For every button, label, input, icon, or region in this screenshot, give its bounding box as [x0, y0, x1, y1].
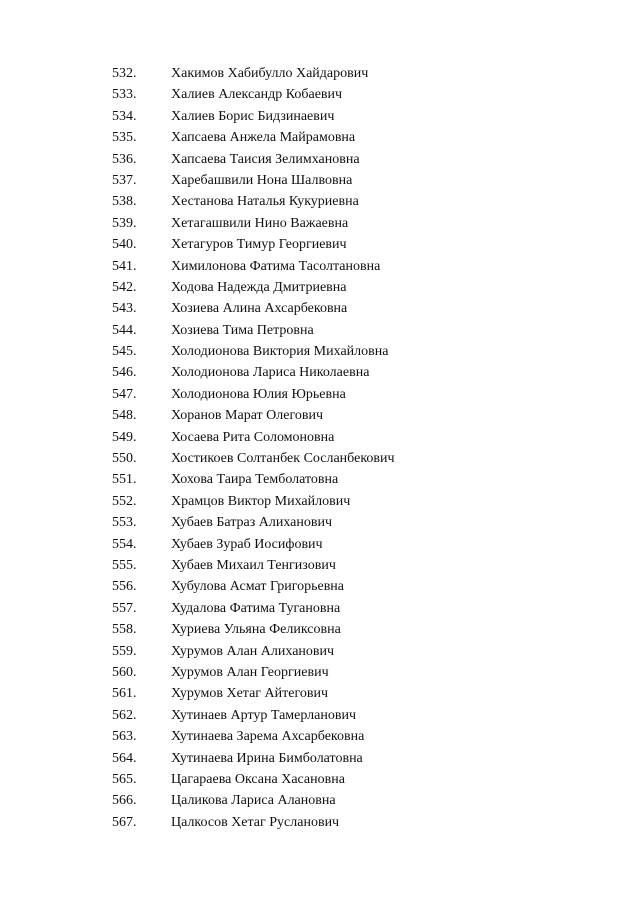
- entry-full-name: Холодионова Юлия Юрьевна: [171, 386, 346, 402]
- entry-full-name: Хуриева Ульяна Феликсовна: [171, 622, 341, 638]
- entry-number: 549.: [112, 429, 137, 445]
- entry-number: 560.: [112, 664, 137, 680]
- list-item: [0, 448, 640, 469]
- list-item: [0, 726, 640, 747]
- list-item: [0, 534, 640, 555]
- entry-full-name: Хостикоев Солтанбек Сосланбекович: [171, 451, 395, 467]
- list-item: [0, 277, 640, 298]
- entry-number: 540.: [112, 237, 137, 253]
- entry-full-name: Хоранов Марат Олегович: [171, 408, 324, 424]
- entry-number: 545.: [112, 344, 137, 360]
- entry-number: 564.: [112, 750, 137, 766]
- entry-full-name: Холодионова Лариса Николаевна: [171, 365, 370, 381]
- list-item: [0, 512, 640, 533]
- entry-number: 532.: [112, 66, 137, 81]
- entry-full-name: Хетагуров Тимур Георгиевич: [171, 237, 347, 253]
- entry-full-name: Хакимов Хабибулло Хайдарович: [171, 66, 369, 81]
- list-item: [0, 341, 640, 362]
- entry-full-name: Хетагашвили Нино Важаевна: [171, 215, 349, 231]
- list-item: [0, 127, 640, 148]
- list-item: [0, 191, 640, 212]
- entry-number: 557.: [112, 600, 137, 616]
- entry-full-name: Хутинаева Ирина Бимболатовна: [171, 750, 363, 766]
- list-item: [0, 769, 640, 790]
- entry-number: 563.: [112, 729, 137, 745]
- list-item: [0, 170, 640, 191]
- entry-full-name: Хестанова Наталья Кукуриевна: [171, 194, 359, 210]
- entry-number: 552.: [112, 493, 137, 509]
- list-item: [0, 84, 640, 105]
- entry-full-name: Хубулова Асмат Григорьевна: [171, 579, 345, 595]
- entry-full-name: Хапсаева Таисия Зелимхановна: [171, 151, 360, 167]
- list-item: [0, 662, 640, 683]
- entry-full-name: Халиев Александр Кобаевич: [171, 87, 343, 103]
- entry-full-name: Храмцов Виктор Михайлович: [171, 493, 351, 509]
- entry-number: 535.: [112, 130, 137, 146]
- entry-full-name: Хурумов Хетаг Айтегович: [171, 686, 329, 702]
- list-item: [0, 213, 640, 234]
- list-item: [0, 427, 640, 448]
- entry-number: 547.: [112, 386, 137, 402]
- list-item: [0, 405, 640, 426]
- entry-full-name: Харебашвили Нона Шалвовна: [171, 172, 353, 188]
- list-item: [0, 256, 640, 277]
- entry-number: 553.: [112, 515, 137, 531]
- entry-full-name: Ходова Надежда Дмитриевна: [171, 279, 347, 295]
- list-item: [0, 298, 640, 319]
- entry-number: 538.: [112, 194, 137, 210]
- entry-number: 559.: [112, 643, 137, 659]
- entry-number: 556.: [112, 579, 137, 595]
- list-item: [0, 705, 640, 726]
- entry-number: 567.: [112, 814, 137, 830]
- entry-number: 548.: [112, 408, 137, 424]
- entry-number: 546.: [112, 365, 137, 381]
- entry-number: 533.: [112, 87, 137, 103]
- entry-number: 544.: [112, 322, 137, 338]
- entry-full-name: Цагараева Оксана Хасановна: [171, 771, 345, 787]
- list-item: [0, 812, 640, 833]
- name-list: [0, 63, 640, 833]
- entry-full-name: Худалова Фатима Тугановна: [171, 600, 341, 616]
- entry-number: 550.: [112, 451, 137, 467]
- entry-number: 534.: [112, 108, 137, 124]
- list-item: [0, 576, 640, 597]
- entry-full-name: Халиев Борис Бидзинаевич: [171, 108, 335, 124]
- entry-number: 561.: [112, 686, 137, 702]
- list-item: [0, 491, 640, 512]
- entry-number: 562.: [112, 707, 137, 723]
- list-item: [0, 320, 640, 341]
- entry-full-name: Хурумов Алан Георгиевич: [171, 664, 329, 680]
- list-item: [0, 619, 640, 640]
- list-item: [0, 63, 640, 84]
- entry-full-name: Хохова Таира Темболатовна: [171, 472, 339, 488]
- entry-full-name: Хозиева Алина Ахсарбековна: [171, 301, 348, 317]
- entry-number: 542.: [112, 279, 137, 295]
- entry-full-name: Хубаев Зураб Иосифович: [171, 536, 323, 552]
- list-item: [0, 106, 640, 127]
- list-item: [0, 683, 640, 704]
- entry-full-name: Холодионова Виктория Михайловна: [171, 344, 389, 360]
- entry-full-name: Хубаев Михаил Тенгизович: [171, 557, 336, 573]
- entry-full-name: Хурумов Алан Алиханович: [171, 643, 335, 659]
- list-item: [0, 234, 640, 255]
- entry-number: 551.: [112, 472, 137, 488]
- list-item: [0, 384, 640, 405]
- list-item: [0, 555, 640, 576]
- entry-full-name: Хутинаев Артур Тамерланович: [171, 707, 357, 723]
- entry-full-name: Хозиева Тима Петровна: [171, 322, 314, 338]
- list-item: [0, 641, 640, 662]
- entry-number: 539.: [112, 215, 137, 231]
- entry-number: 543.: [112, 301, 137, 317]
- entry-number: 565.: [112, 771, 137, 787]
- entry-full-name: Хубаев Батраз Алиханович: [171, 515, 333, 531]
- list-item: [0, 748, 640, 769]
- list-item: [0, 469, 640, 490]
- entry-number: 536.: [112, 151, 137, 167]
- entry-number: 558.: [112, 622, 137, 638]
- entry-full-name: Хосаева Рита Соломоновна: [171, 429, 335, 445]
- entry-full-name: Цалкосов Хетаг Русланович: [171, 814, 340, 830]
- entry-number: 537.: [112, 172, 137, 188]
- list-item: [0, 790, 640, 811]
- entry-full-name: Цаликова Лариса Алановна: [171, 793, 336, 809]
- entry-number: 555.: [112, 557, 137, 573]
- entry-full-name: Химилонова Фатима Тасолтановна: [171, 258, 381, 274]
- list-item: [0, 598, 640, 619]
- entry-number: 541.: [112, 258, 137, 274]
- entry-full-name: Хапсаева Анжела Майрамовна: [171, 130, 356, 146]
- list-item: [0, 362, 640, 383]
- entry-full-name: Хутинаева Зарема Ахсарбековна: [171, 729, 365, 745]
- entry-number: 566.: [112, 793, 137, 809]
- list-item: [0, 149, 640, 170]
- entry-number: 554.: [112, 536, 137, 552]
